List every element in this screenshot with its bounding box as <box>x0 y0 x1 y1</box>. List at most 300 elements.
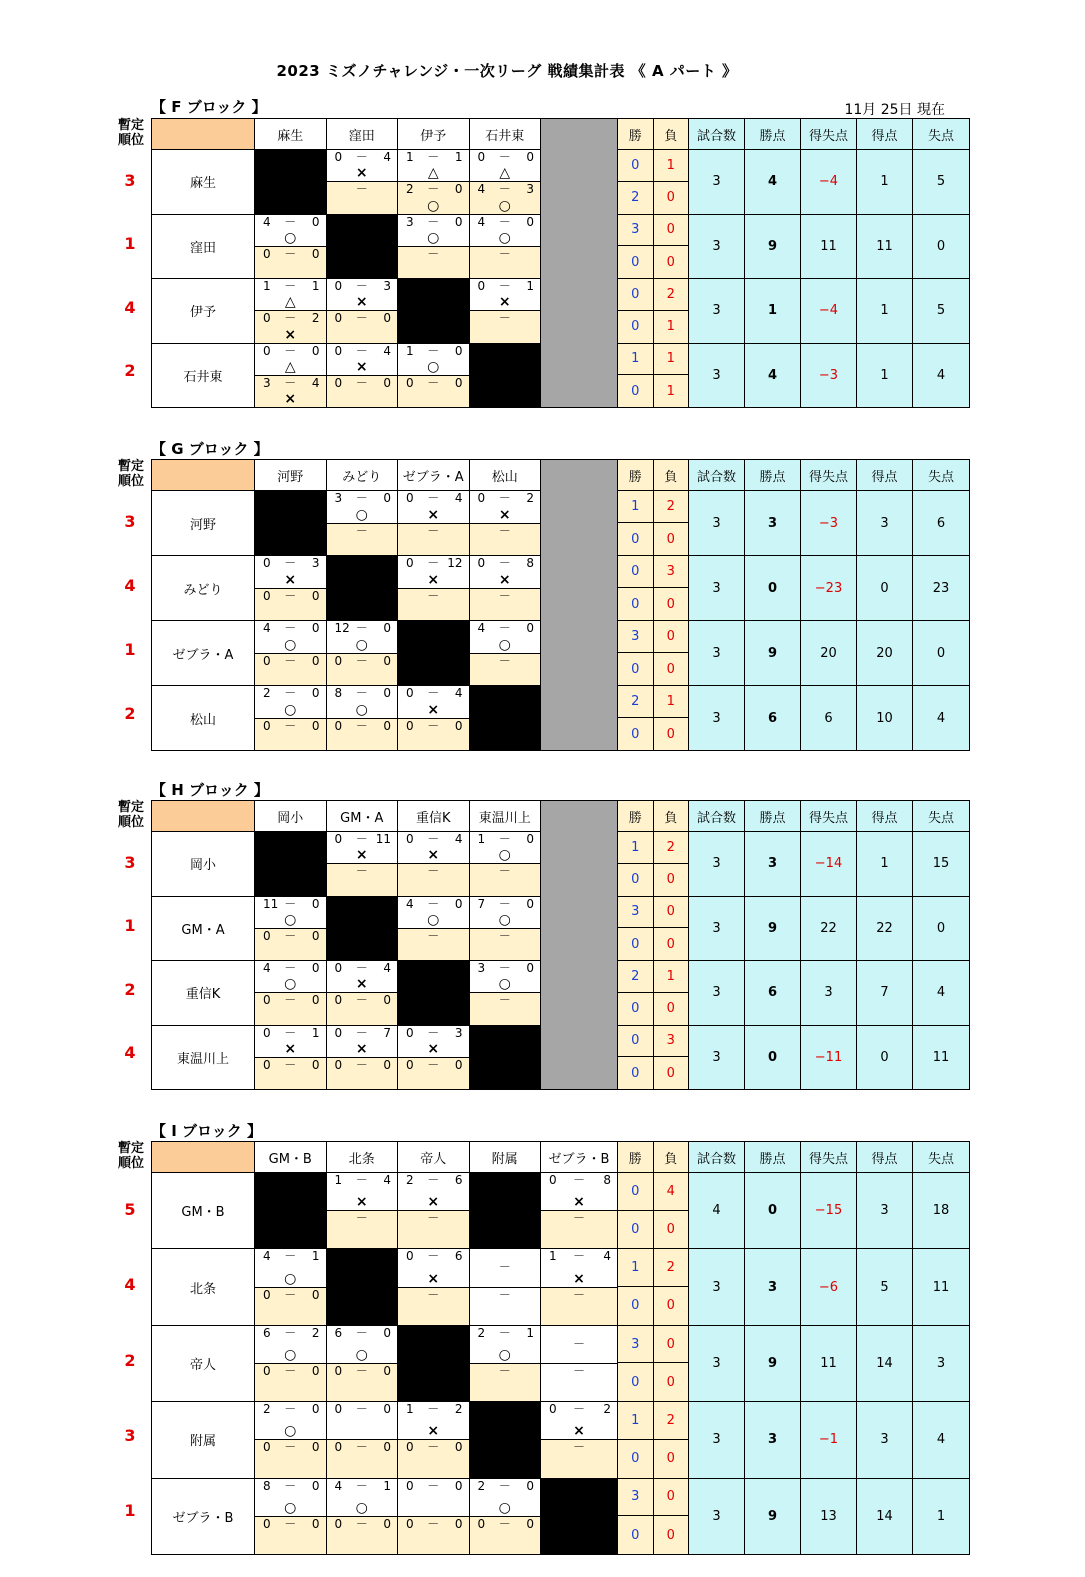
rank-number: 3 <box>124 170 136 190</box>
result-mark: ○ <box>355 1346 368 1363</box>
result-mark: ○ <box>427 911 440 928</box>
result-mark: ○ <box>284 1270 297 1287</box>
match-cell: 1 － 1 △ 0 － 2 × <box>255 279 327 344</box>
match-cell: 8 － 0 ○ 0 － 0 <box>255 1478 327 1554</box>
goals-against-cell: 5 <box>913 150 970 215</box>
games-cell: 3 <box>689 150 745 215</box>
match-cell: 3 － 0 ○ － <box>398 214 470 279</box>
wins-cell: 0 0 <box>618 1025 654 1090</box>
wins-header: 勝 <box>618 1142 654 1173</box>
team-name: 麻生 <box>152 150 255 215</box>
team-header: 河野 <box>255 460 327 491</box>
games-cell: 3 <box>689 1402 745 1478</box>
rank-number: 1 <box>124 916 136 936</box>
match-cell: 0 － 3 × 0 － 0 <box>326 279 398 344</box>
goals-against-cell: 4 <box>913 686 970 751</box>
match-cell: 1 － 4 × － <box>326 1173 398 1249</box>
self-match-cell <box>255 491 327 556</box>
team-name: 岡小 <box>152 832 255 897</box>
team-name: 松山 <box>152 686 255 751</box>
wins-cell: 1 0 <box>618 343 654 408</box>
result-mark: ○ <box>498 229 511 246</box>
goal-diff-cell: 20 <box>801 621 857 686</box>
result-mark: ○ <box>284 636 297 653</box>
points-header: 勝点 <box>745 460 801 491</box>
losses-cell: 0 0 <box>653 1325 689 1401</box>
self-match-cell <box>469 686 541 751</box>
losses-cell: 1 0 <box>653 961 689 1026</box>
result-mark: × <box>284 1040 297 1057</box>
match-cell: 4 － 0 ○ 0 － 0 <box>255 961 327 1026</box>
unused-column <box>541 119 618 408</box>
rank-header: 暫定 順位 <box>117 118 144 148</box>
losses-cell: 2 0 <box>653 1402 689 1478</box>
match-cell: 1 － 0 ○ － <box>469 832 541 897</box>
games-header: 試合数 <box>689 801 745 832</box>
match-cell: 12 － 0 ○ 0 － 0 <box>326 621 398 686</box>
wins-cell: 3 0 <box>618 1325 654 1401</box>
goal-diff-cell: −14 <box>801 832 857 897</box>
team-header: 帝人 <box>398 1142 470 1173</box>
wins-cell: 3 0 <box>618 214 654 279</box>
points-header: 勝点 <box>745 119 801 150</box>
wins-cell: 0 0 <box>618 279 654 344</box>
result-mark: ○ <box>498 1499 511 1516</box>
goal-diff-cell: 3 <box>801 961 857 1026</box>
match-cell: 0 － 6 × － <box>398 1249 470 1325</box>
self-match-cell <box>398 279 470 344</box>
date-label: 11月 25日 現在 <box>844 102 945 118</box>
team-name: GM・B <box>152 1173 255 1249</box>
goals-against-cell: 4 <box>913 961 970 1026</box>
wins-cell: 1 0 <box>618 1249 654 1325</box>
corner-cell <box>152 1142 255 1173</box>
result-mark: ○ <box>284 1499 297 1516</box>
self-match-cell <box>326 556 398 621</box>
goals-for-cell: 1 <box>857 343 913 408</box>
goals-for-cell: 5 <box>857 1249 913 1325</box>
wins-cell: 0 0 <box>618 556 654 621</box>
result-mark: × <box>427 1194 440 1211</box>
games-cell: 3 <box>689 1325 745 1401</box>
match-cell: 4 － 1 ○ 0 － 0 <box>255 1249 327 1325</box>
rank-number: 5 <box>124 1199 136 1219</box>
losses-header: 負 <box>653 460 689 491</box>
goal-diff-cell: −4 <box>801 279 857 344</box>
result-mark: × <box>355 847 368 864</box>
points-cell: 4 <box>745 343 801 408</box>
losses-cell: 4 0 <box>653 1173 689 1249</box>
team-name: 窪田 <box>152 214 255 279</box>
team-header: 麻生 <box>255 119 327 150</box>
goal-diff-cell: 6 <box>801 686 857 751</box>
match-cell: 6 － 0 ○ 0 － 0 <box>326 1325 398 1401</box>
result-mark: ○ <box>498 976 511 993</box>
table-row <box>152 1402 970 1478</box>
match-cell: 2 － 0 ○ 0 － 0 <box>255 1402 327 1478</box>
rank-number: 1 <box>124 640 136 659</box>
rank-number: 4 <box>124 1275 136 1295</box>
table-row <box>152 1325 970 1401</box>
goals-for-header: 得点 <box>857 119 913 150</box>
losses-header: 負 <box>653 119 689 150</box>
result-mark: × <box>284 326 297 343</box>
table-row <box>152 1478 970 1554</box>
goals-against-cell: 6 <box>913 491 970 556</box>
games-cell: 3 <box>689 1478 745 1554</box>
corner-cell <box>152 119 255 150</box>
match-cell: 0 － 4 × － <box>326 150 398 215</box>
team-header: 窪田 <box>326 119 398 150</box>
goals-against-header: 失点 <box>913 460 970 491</box>
goal-diff-cell: −3 <box>801 491 857 556</box>
wins-cell: 3 0 <box>618 621 654 686</box>
wins-cell: 2 0 <box>618 686 654 751</box>
goal-diff-cell: −15 <box>801 1173 857 1249</box>
match-cell: 1 － 0 ○ 0 － 0 <box>398 343 470 408</box>
team-header: 石井東 <box>469 119 541 150</box>
rank-number: 3 <box>124 852 136 872</box>
points-cell: 4 <box>745 150 801 215</box>
team-header: GM・A <box>326 801 398 832</box>
match-cell: 0 － 4 × 0 － 0 <box>326 343 398 408</box>
result-mark: × <box>284 391 297 407</box>
goals-against-cell: 15 <box>913 832 970 897</box>
points-cell: 6 <box>745 961 801 1026</box>
goals-against-header: 失点 <box>913 801 970 832</box>
result-mark: × <box>573 1270 585 1287</box>
losses-header: 負 <box>653 801 689 832</box>
points-cell: 9 <box>745 896 801 961</box>
self-match-cell <box>469 1025 541 1090</box>
unused-column <box>541 460 618 751</box>
goals-against-header: 失点 <box>913 1142 970 1173</box>
result-mark: × <box>427 1423 440 1440</box>
games-cell: 4 <box>689 1173 745 1249</box>
goals-against-cell: 18 <box>913 1173 970 1249</box>
wins-header: 勝 <box>618 119 654 150</box>
self-match-cell <box>255 832 327 897</box>
result-mark: × <box>355 294 368 311</box>
points-cell: 9 <box>745 1478 801 1554</box>
goal-diff-header: 得失点 <box>801 801 857 832</box>
team-header: ゼブラ・B <box>541 1142 618 1173</box>
points-cell: 3 <box>745 1402 801 1478</box>
points-cell: 9 <box>745 214 801 279</box>
rank-header: 暫定 順位 <box>117 1141 144 1171</box>
goals-for-cell: 1 <box>857 150 913 215</box>
team-header: 伊予 <box>398 119 470 150</box>
goals-against-cell: 0 <box>913 214 970 279</box>
result-mark: ○ <box>355 701 368 718</box>
games-cell: 3 <box>689 491 745 556</box>
block-label: 【 H ブロック 】 <box>151 781 269 799</box>
self-match-cell <box>255 1173 327 1249</box>
points-cell: 0 <box>745 1173 801 1249</box>
goals-for-cell: 14 <box>857 1325 913 1401</box>
result-mark: × <box>427 1040 440 1057</box>
goal-diff-header: 得失点 <box>801 119 857 150</box>
team-name: GM・A <box>152 896 255 961</box>
points-header: 勝点 <box>745 801 801 832</box>
wins-cell: 3 0 <box>618 896 654 961</box>
goals-for-cell: 1 <box>857 832 913 897</box>
goals-for-cell: 3 <box>857 491 913 556</box>
match-cell: 0 － 4 × － <box>398 832 470 897</box>
standings-table <box>151 1141 970 1555</box>
rank-header: 暫定 順位 <box>117 459 144 489</box>
result-mark: ○ <box>355 636 368 653</box>
unused-column <box>541 801 618 1090</box>
result-mark: × <box>284 571 297 588</box>
result-mark: × <box>498 571 511 588</box>
self-match-cell <box>255 150 327 215</box>
result-mark: ○ <box>284 1423 297 1440</box>
self-match-cell <box>326 896 398 961</box>
result-mark: × <box>355 1194 368 1211</box>
result-mark: △ <box>499 165 511 182</box>
goals-against-cell: 0 <box>913 896 970 961</box>
result-mark: ○ <box>498 1346 511 1363</box>
goal-diff-cell: −3 <box>801 343 857 408</box>
match-cell: 4 － 0 ○ － <box>398 896 470 961</box>
team-header: 松山 <box>469 460 541 491</box>
match-cell: 0 － 1 × 0 － 0 <box>255 1025 327 1090</box>
result-mark: △ <box>284 358 296 375</box>
points-header: 勝点 <box>745 1142 801 1173</box>
goals-against-cell: 11 <box>913 1025 970 1090</box>
goal-diff-cell: −23 <box>801 556 857 621</box>
goals-for-cell: 1 <box>857 279 913 344</box>
block-label: 【 G ブロック 】 <box>151 440 269 458</box>
result-mark: ○ <box>284 229 297 246</box>
goals-for-cell: 11 <box>857 214 913 279</box>
self-match-cell <box>398 1325 470 1401</box>
team-name: 東温川上 <box>152 1025 255 1090</box>
match-cell: 4 － 0 ○ 0 － 0 <box>255 214 327 279</box>
match-cell: 0 － 8 × － <box>469 556 541 621</box>
goal-diff-cell: −1 <box>801 1402 857 1478</box>
losses-cell: 1 0 <box>653 150 689 215</box>
self-match-cell <box>326 1249 398 1325</box>
team-header: 東温川上 <box>469 801 541 832</box>
result-mark: × <box>427 847 440 864</box>
result-mark: ○ <box>355 506 368 523</box>
result-mark: × <box>573 1423 585 1440</box>
goal-diff-header: 得失点 <box>801 1142 857 1173</box>
team-name: 附属 <box>152 1402 255 1478</box>
result-mark: × <box>355 358 368 375</box>
losses-header: 負 <box>653 1142 689 1173</box>
result-mark: ○ <box>355 1499 368 1516</box>
losses-cell: 1 1 <box>653 343 689 408</box>
match-cell: 6 － 2 ○ 0 － 0 <box>255 1325 327 1401</box>
result-mark: ○ <box>284 701 297 718</box>
match-cell: 2 － 1 ○ － <box>469 1325 541 1401</box>
goals-against-cell: 0 <box>913 621 970 686</box>
losses-cell: 1 0 <box>653 686 689 751</box>
goals-for-cell: 14 <box>857 1478 913 1554</box>
games-cell: 3 <box>689 896 745 961</box>
match-cell: － － <box>541 1325 618 1401</box>
games-header: 試合数 <box>689 460 745 491</box>
result-mark: × <box>427 506 440 523</box>
result-mark: × <box>355 976 368 993</box>
match-cell: 1 － 1 △ 2 － 0 ○ <box>398 150 470 215</box>
losses-cell: 0 0 <box>653 214 689 279</box>
losses-cell: 3 0 <box>653 556 689 621</box>
points-cell: 3 <box>745 832 801 897</box>
losses-cell: 2 0 <box>653 832 689 897</box>
result-mark: ○ <box>284 1346 297 1363</box>
wins-cell: 0 0 <box>618 1173 654 1249</box>
result-mark: ○ <box>498 847 511 864</box>
team-header: 北条 <box>326 1142 398 1173</box>
team-name: ゼブラ・B <box>152 1478 255 1554</box>
self-match-cell <box>469 343 541 408</box>
result-mark: ○ <box>498 911 511 928</box>
goals-against-cell: 3 <box>913 1325 970 1401</box>
goals-against-cell: 5 <box>913 279 970 344</box>
rank-number: 3 <box>124 1425 136 1445</box>
corner-cell <box>152 460 255 491</box>
rank-number: 4 <box>124 297 136 317</box>
result-mark: ○ <box>284 911 297 928</box>
table-row <box>152 1249 970 1325</box>
goals-against-cell: 1 <box>913 1478 970 1554</box>
match-cell: 4 － 0 ○ － <box>469 214 541 279</box>
match-cell: 0 － 0 0 － 0 <box>326 1402 398 1478</box>
games-cell: 3 <box>689 556 745 621</box>
wins-header: 勝 <box>618 801 654 832</box>
losses-cell: 2 0 <box>653 491 689 556</box>
games-cell: 3 <box>689 1025 745 1090</box>
match-cell: 0 － 3 × 0 － 0 <box>255 556 327 621</box>
losses-cell: 0 0 <box>653 896 689 961</box>
match-cell: 0 － 4 × 0 － 0 <box>398 686 470 751</box>
team-header: 附属 <box>469 1142 541 1173</box>
goals-for-cell: 0 <box>857 1025 913 1090</box>
goals-for-header: 得点 <box>857 1142 913 1173</box>
games-cell: 3 <box>689 343 745 408</box>
points-cell: 0 <box>745 556 801 621</box>
result-mark: △ <box>427 165 439 182</box>
match-cell: 0 － 0 △ 4 － 3 ○ <box>469 150 541 215</box>
points-cell: 9 <box>745 1325 801 1401</box>
match-cell: 4 － 0 ○ － <box>469 621 541 686</box>
match-cell: 0 － 1 × － <box>469 279 541 344</box>
match-cell: 1 － 2 × 0 － 0 <box>398 1402 470 1478</box>
result-mark: △ <box>284 294 296 311</box>
match-cell: 0 － 4 × － <box>398 491 470 556</box>
losses-cell: 2 0 <box>653 1249 689 1325</box>
rank-number: 2 <box>124 979 136 999</box>
result-mark: × <box>573 1194 585 1211</box>
team-name: 北条 <box>152 1249 255 1325</box>
goal-diff-cell: 11 <box>801 1325 857 1401</box>
losses-cell: 3 0 <box>653 1025 689 1090</box>
self-match-cell <box>398 961 470 1026</box>
rank-number: 2 <box>124 704 136 723</box>
games-cell: 3 <box>689 1249 745 1325</box>
losses-cell: 2 1 <box>653 279 689 344</box>
corner-cell <box>152 801 255 832</box>
result-mark: ○ <box>427 229 440 246</box>
goal-diff-cell: −11 <box>801 1025 857 1090</box>
self-match-cell <box>541 1478 618 1554</box>
result-mark: × <box>355 165 368 182</box>
wins-cell: 1 0 <box>618 1402 654 1478</box>
match-cell: 0 － 2 × － <box>469 491 541 556</box>
match-cell: 0 － 2 × － <box>541 1402 618 1478</box>
result-mark: × <box>427 701 440 718</box>
games-cell: 3 <box>689 214 745 279</box>
team-name: 伊予 <box>152 279 255 344</box>
goals-against-cell: 23 <box>913 556 970 621</box>
team-name: 石井東 <box>152 343 255 408</box>
self-match-cell <box>326 214 398 279</box>
standings-table <box>151 800 970 1090</box>
rank-number: 1 <box>124 1501 136 1521</box>
rank-number: 2 <box>124 361 136 381</box>
match-cell: 1 － 4 × － <box>541 1249 618 1325</box>
games-cell: 3 <box>689 621 745 686</box>
match-cell: 8 － 0 ○ 0 － 0 <box>326 686 398 751</box>
goals-against-cell: 11 <box>913 1249 970 1325</box>
self-match-cell <box>469 1402 541 1478</box>
goal-diff-cell: −4 <box>801 150 857 215</box>
match-cell: 0 － 7 × 0 － 0 <box>326 1025 398 1090</box>
self-match-cell <box>398 621 470 686</box>
match-cell: 2 － 0 ○ 0 － 0 <box>255 686 327 751</box>
goal-diff-header: 得失点 <box>801 460 857 491</box>
goals-for-cell: 0 <box>857 556 913 621</box>
points-cell: 6 <box>745 686 801 751</box>
team-header: ゼブラ・A <box>398 460 470 491</box>
points-cell: 3 <box>745 1249 801 1325</box>
goal-diff-cell: 11 <box>801 214 857 279</box>
losses-cell: 0 0 <box>653 1478 689 1554</box>
goals-for-cell: 3 <box>857 1173 913 1249</box>
goals-against-cell: 4 <box>913 1402 970 1478</box>
goals-for-header: 得点 <box>857 460 913 491</box>
result-mark: ○ <box>284 976 297 993</box>
match-cell: 7 － 0 ○ － <box>469 896 541 961</box>
goals-for-cell: 20 <box>857 621 913 686</box>
goals-for-cell: 3 <box>857 1402 913 1478</box>
match-cell: 2 － 0 ○ 0 － 0 <box>469 1478 541 1554</box>
rank-number: 1 <box>124 234 136 254</box>
match-cell: 3 － 0 ○ － <box>326 491 398 556</box>
rank-number: 4 <box>124 576 136 595</box>
goals-for-cell: 7 <box>857 961 913 1026</box>
match-cell: 0 － 8 × － <box>541 1173 618 1249</box>
team-name: 重信K <box>152 961 255 1026</box>
match-cell: 3 － 0 ○ － <box>469 961 541 1026</box>
goals-for-header: 得点 <box>857 801 913 832</box>
rank-header: 暫定 順位 <box>117 800 144 830</box>
wins-cell: 3 0 <box>618 1478 654 1554</box>
team-name: みどり <box>152 556 255 621</box>
wins-cell: 0 2 <box>618 150 654 215</box>
team-header: 重信K <box>398 801 470 832</box>
self-match-cell <box>469 1173 541 1249</box>
wins-cell: 1 0 <box>618 491 654 556</box>
result-mark: ○ <box>427 358 440 375</box>
rank-number: 4 <box>124 1043 136 1063</box>
match-cell: 0 － 12 × － <box>398 556 470 621</box>
standings-table <box>151 118 970 408</box>
